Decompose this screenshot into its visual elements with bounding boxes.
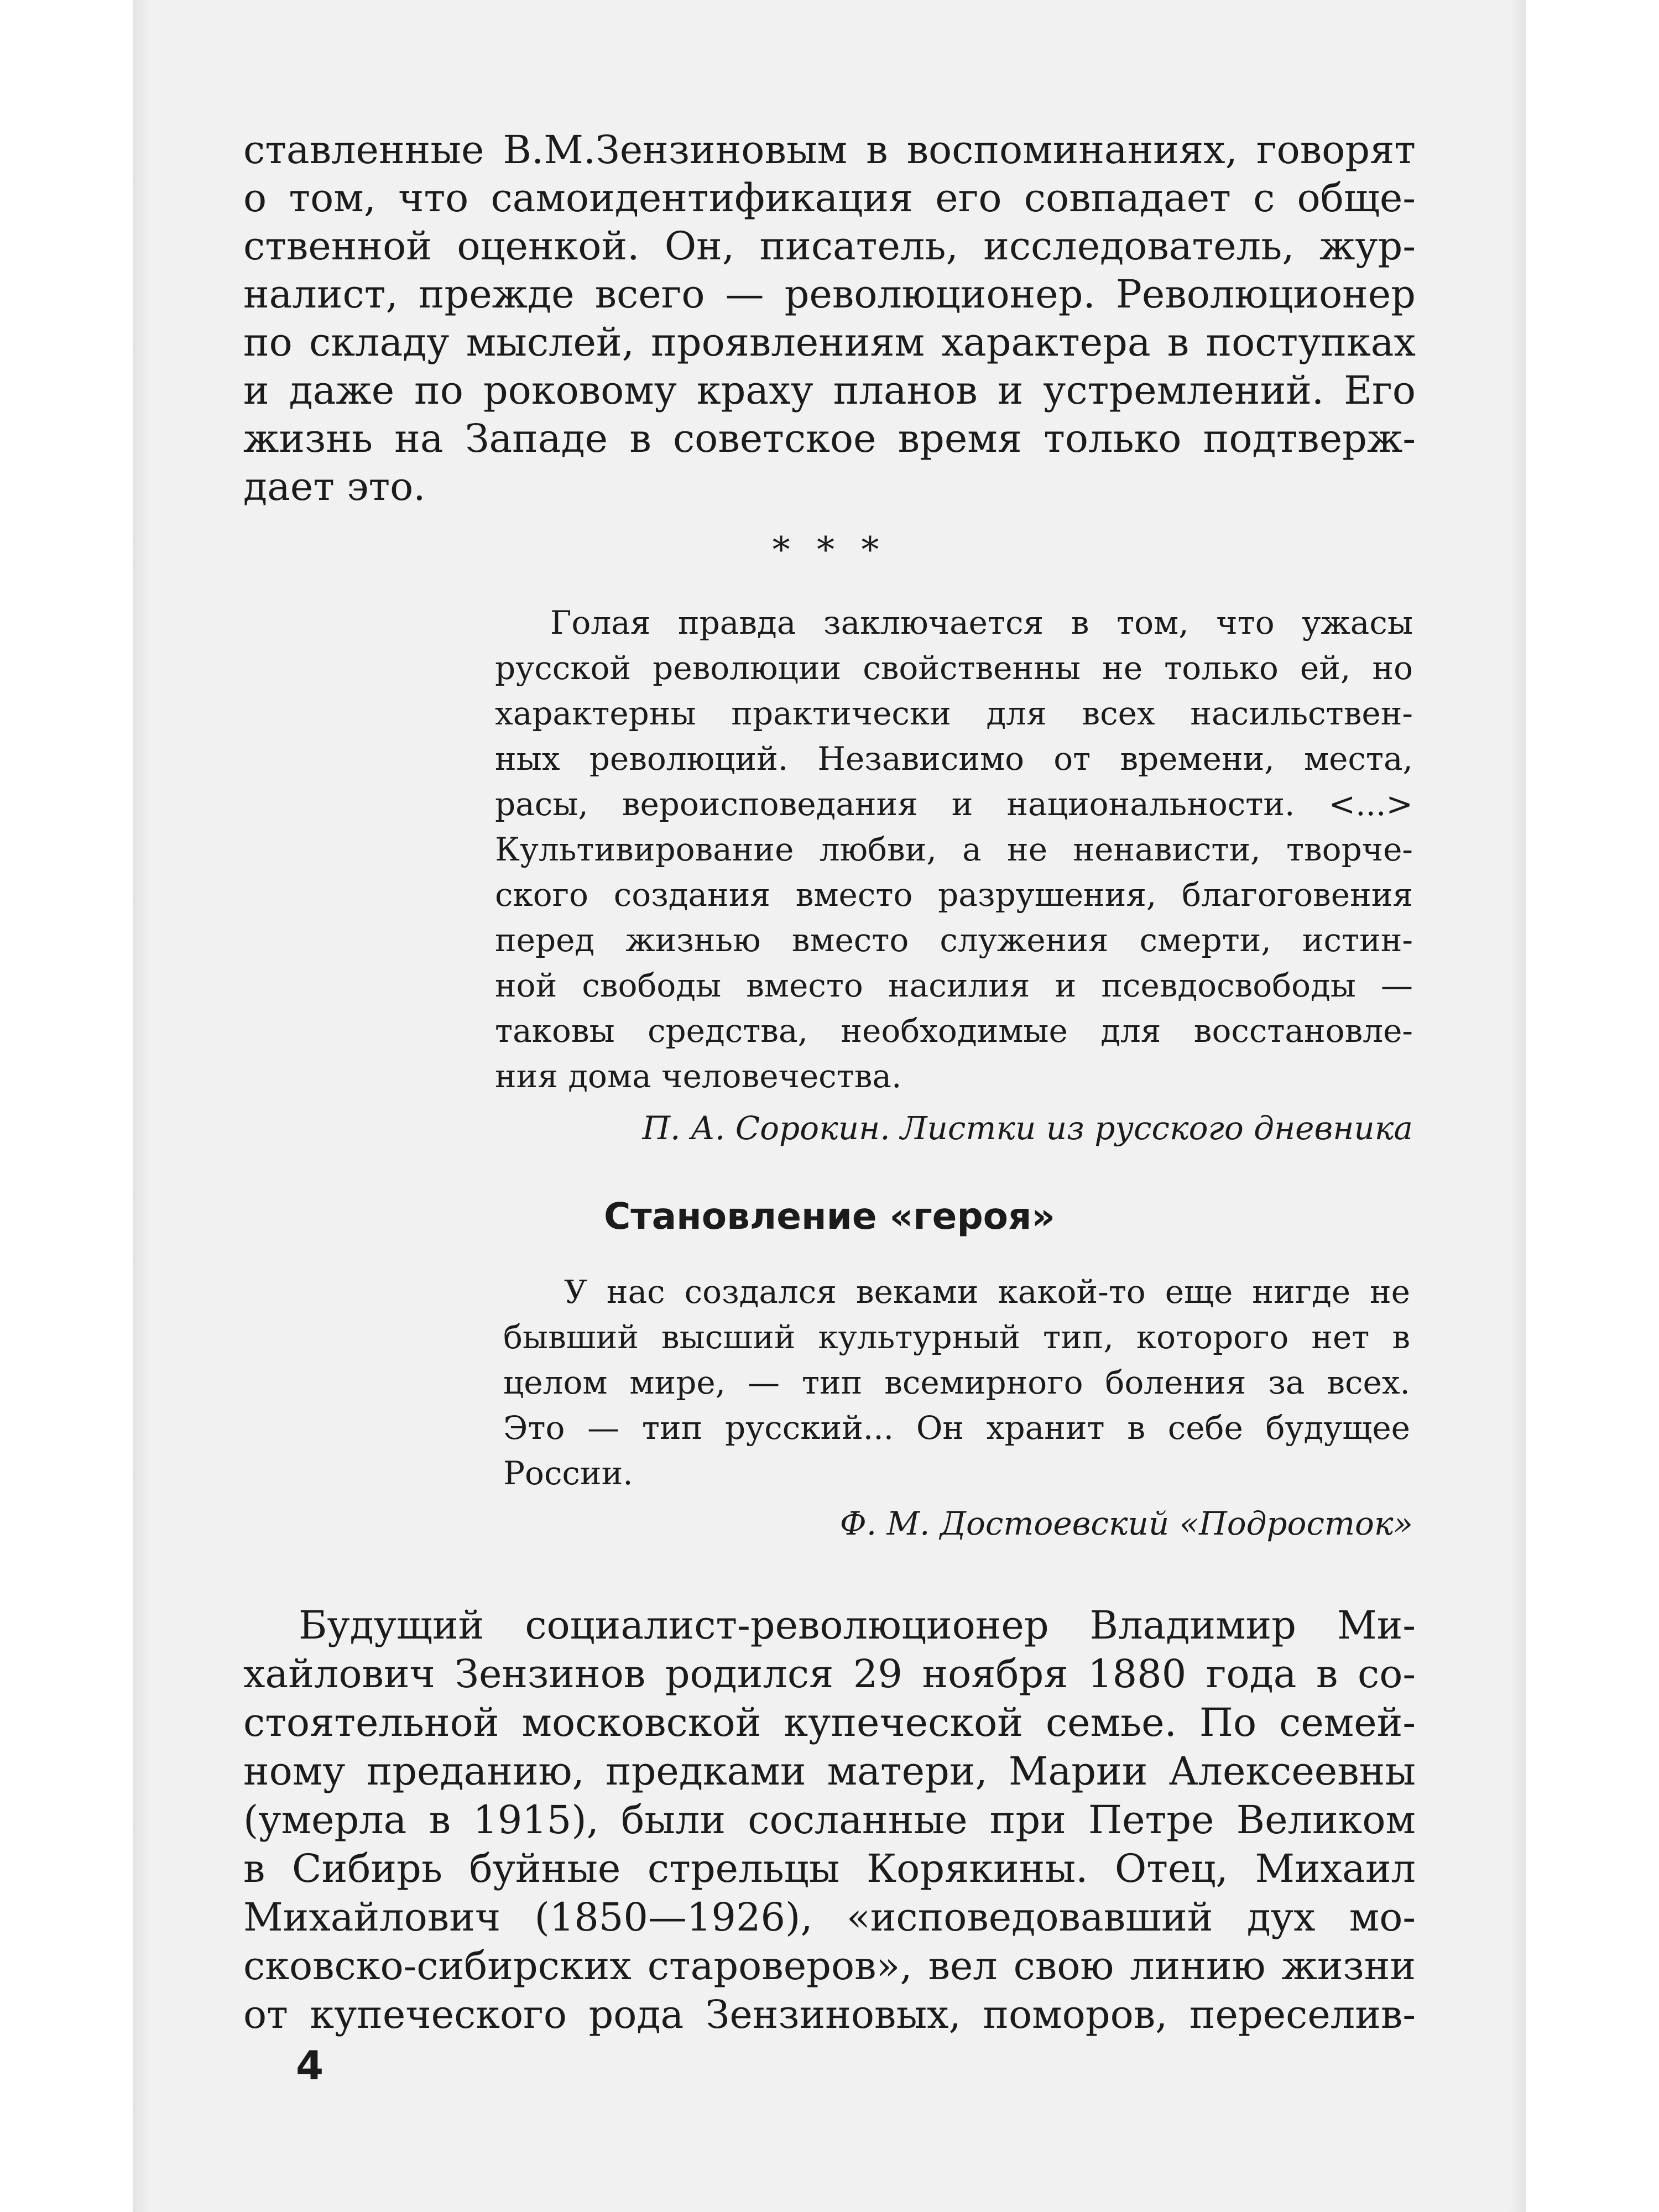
text-line: ставленные В.М.Зензиновым в воспоминаниях, говорят — [243, 127, 1416, 173]
epigraph-line: таковы средства, необходимые для восстановле- — [495, 1012, 1413, 1050]
epigraph-attribution-dostoevsky: Ф. М. Достоевский «Подросток» — [839, 1505, 1413, 1542]
epigraph-dostoevsky — [503, 1269, 1410, 1496]
epigraph-line: расы, вероисповедания и национальности. <...> — [495, 785, 1413, 823]
epigraph-line: русской революции свойственны не только ей, но — [495, 649, 1413, 687]
text-line: ному преданию, предками матери, Марии Алексеевны — [243, 1749, 1416, 1794]
epigraph-sorokin — [495, 600, 1413, 1099]
epigraph-line: бывший высший культурный тип, которого нет в — [503, 1318, 1410, 1356]
epigraph-line: ных революций. Независимо от времени, места, — [495, 740, 1413, 778]
epigraph-line: ной свободы вместо насилия и псевдосвободы — — [495, 967, 1413, 1004]
epigraph-line: характерны практически для всех насильствен- — [495, 695, 1413, 732]
text-line: жизнь на Западе в советское время только подтверж- — [243, 416, 1416, 461]
text-line: хайлович Зензинов родился 29 ноября 1880 года в со- — [243, 1651, 1416, 1697]
text-line: о том, что самоидентификация его совпадает с обще- — [243, 175, 1416, 221]
section-separator: * * * — [772, 530, 887, 571]
epigraph-line: Голая правда заключается в том, что ужасы — [550, 604, 1413, 641]
page-number: 4 — [296, 2042, 324, 2089]
epigraph-line: целом мире, — тип всемирного боления за всех. — [503, 1364, 1410, 1401]
text-line: налист, прежде всего — революционер. Революционер — [243, 272, 1416, 317]
body-paragraph — [243, 1601, 1416, 2039]
text-line: и даже по роковому краху планов и устремлений. Его — [243, 368, 1416, 413]
text-line: сковско-сибирских староверов», вел свою линию жизни — [243, 1943, 1416, 1989]
epigraph-line: Культивирование любви, а не ненависти, творче- — [495, 831, 1413, 868]
epigraph-line: ского создания вместо разрушения, благоговения — [495, 876, 1413, 914]
epigraph-line: Это — тип русский... Он хранит в себе будущее — [503, 1409, 1410, 1447]
text-line: по складу мыслей, проявлениям характера в поступках — [243, 320, 1416, 365]
text-line: Михайлович (1850—1926), «исповедовавший дух мо- — [243, 1895, 1416, 1940]
text-line: стоятельной московской купеческой семье. По семей- — [243, 1700, 1416, 1745]
paper-shadow-right — [1510, 0, 1526, 2212]
section-title: Становление «героя» — [603, 1195, 1056, 1238]
epigraph-line: У нас создался веками какой-то еще нигде не — [564, 1273, 1410, 1311]
epigraph-line: перед жизнью вместо служения смерти, истин- — [495, 921, 1413, 959]
epigraph-line: ния дома человечества. — [495, 1057, 902, 1095]
text-line: Будущий социалист-революционер Владимир Ми- — [299, 1603, 1416, 1648]
text-line: (умерла в 1915), были сосланные при Петре Великом — [243, 1797, 1416, 1843]
paper-shadow-left — [133, 0, 149, 2212]
text-line: от купеческого рода Зензиновых, поморов, переселив- — [243, 1992, 1416, 2037]
text-line: ственной оценкой. Он, писатель, исследователь, жур- — [243, 223, 1416, 269]
intro-paragraph — [243, 126, 1416, 511]
epigraph-attribution-sorokin: П. А. Сорокин. Листки из русского дневника — [642, 1109, 1413, 1147]
text-line: в Сибирь буйные стрельцы Корякины. Отец, Михаил — [243, 1846, 1416, 1891]
epigraph-line: России. — [503, 1454, 633, 1492]
text-line: дает это. — [243, 464, 426, 509]
